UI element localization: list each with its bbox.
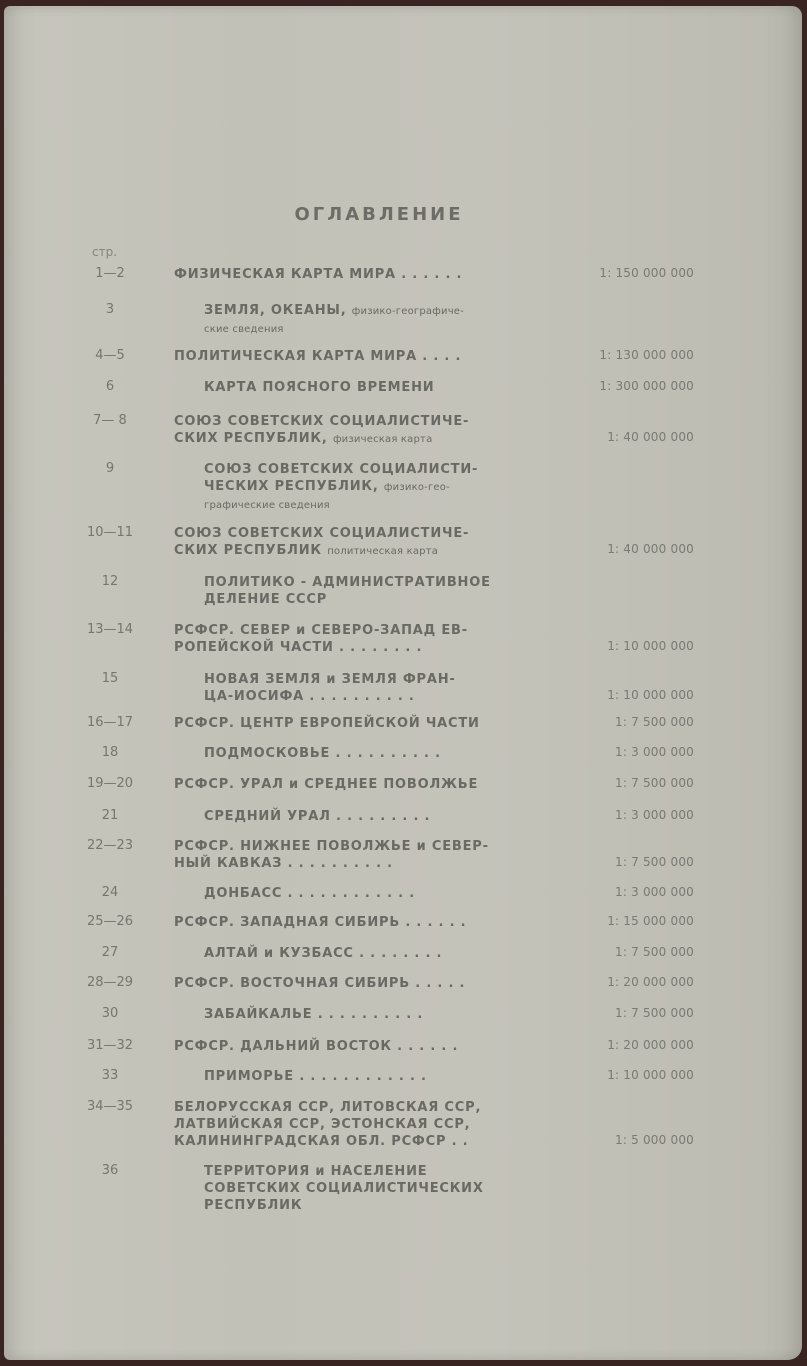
toc-map-scale: 1: 40 000 000 [607,542,694,556]
toc-entry-line: ПОЛИТИКО - АДМИНИСТРАТИВНОЕ [204,575,491,590]
toc-page-number: 7— 8 [93,413,127,428]
toc-entry-title [204,379,546,396]
toc-entry-line: СОЮЗ СОВЕТСКИХ СОЦИАЛИСТИЧЕ- [174,526,470,541]
toc-page-number: 9 [105,461,115,476]
toc-page-number: 12 [101,574,119,589]
toc-entry-title [174,413,546,448]
toc-page-number: 21 [101,808,119,823]
toc-entry-title [204,1068,546,1085]
book-page [4,6,802,1360]
toc-entry-title [204,745,546,762]
toc-entry-title [204,1163,546,1214]
toc-page-number: 34—35 [86,1099,134,1114]
page-title: ОГЛАВЛЕНИЕ [294,204,464,225]
toc-map-scale: 1: 20 000 000 [607,1038,694,1052]
toc-entry-line: СОЮЗ СОВЕТСКИХ СОЦИАЛИСТИ- [204,462,479,477]
toc-entry-line: ЦА-ИОСИФА . . . . . . . . . . [204,689,415,704]
toc-map-scale: 1: 7 500 000 [615,855,694,869]
toc-map-scale: 1: 130 000 000 [599,348,694,362]
toc-entry-title [174,975,546,992]
toc-entry-line: РСФСР. НИЖНЕЕ ПОВОЛЖЬЕ и СЕВЕР- [174,839,489,854]
toc-page-number: 13—14 [86,622,134,637]
toc-entry-line: РСФСР. ДАЛЬНИЙ ВОСТОК . . . . . . [174,1039,459,1054]
toc-entry-line: СОВЕТСКИХ СОЦИАЛИСТИЧЕСКИХ [204,1181,484,1196]
toc-entry-line: графические сведения [204,500,330,511]
toc-entry-line: НЫЙ КАВКАЗ . . . . . . . . . . [174,856,393,871]
toc-page-number: 3 [105,302,115,317]
toc-entry-line: ЧЕСКИХ РЕСПУБЛИК, физико-гео- [204,479,450,494]
toc-entry-line: ТЕРРИТОРИЯ и НАСЕЛЕНИЕ [204,1164,428,1179]
toc-entry-line: РСФСР. ВОСТОЧНАЯ СИБИРЬ . . . . . [174,976,466,991]
toc-page-number: 33 [101,1068,119,1083]
toc-entry-title [174,348,546,365]
toc-map-scale: 1: 7 500 000 [615,776,694,790]
toc-entry-title [174,715,546,732]
toc-entry-line: ДОНБАСС . . . . . . . . . . . . [204,886,415,901]
toc-page-number: 1—2 [95,266,125,281]
toc-entry-title [204,885,546,902]
toc-entry-line: КАЛИНИНГРАДСКАЯ ОБЛ. РСФСР . . [174,1134,469,1149]
toc-map-scale: 1: 7 500 000 [615,715,694,729]
toc-page-number: 27 [101,945,119,960]
toc-entry-line: ЛАТВИЙСКАЯ ССР, ЭСТОНСКАЯ ССР, [174,1117,471,1132]
toc-page-number: 36 [101,1163,119,1178]
toc-map-scale: 1: 7 500 000 [615,945,694,959]
toc-page-number: 31—32 [86,1038,134,1053]
toc-entry-line: ские сведения [204,324,284,335]
toc-map-scale: 1: 20 000 000 [607,975,694,989]
toc-page-number: 22—23 [86,838,134,853]
toc-entry-title [204,945,546,962]
toc-entry-line: ФИЗИЧЕСКАЯ КАРТА МИРА . . . . . . [174,267,463,282]
toc-entry-line: НОВАЯ ЗЕМЛЯ и ЗЕМЛЯ ФРАН- [204,672,456,687]
toc-map-scale: 1: 15 000 000 [607,914,694,928]
toc-entry-line: РСФСР. ЦЕНТР ЕВРОПЕЙСКОЙ ЧАСТИ [174,716,480,731]
toc-page-number: 15 [101,671,119,686]
toc-map-scale: 1: 3 000 000 [615,808,694,822]
toc-entry-title [174,914,546,931]
toc-entry-line: ЗЕМЛЯ, ОКЕАНЫ, физико-географиче- [204,303,464,318]
toc-entry-title [174,525,546,560]
toc-entry-line: РСФСР. СЕВЕР и СЕВЕРО-ЗАПАД ЕВ- [174,623,468,638]
toc-page-number: 24 [101,885,119,900]
toc-entry-title [174,266,546,283]
toc-map-scale: 1: 300 000 000 [599,379,694,393]
toc-entry-title [204,302,546,338]
toc-page-number: 10—11 [86,525,134,540]
toc-page-number: 16—17 [86,715,134,730]
toc-entry-title [174,776,546,793]
toc-entry-title [204,1006,546,1023]
toc-map-scale: 1: 3 000 000 [615,885,694,899]
toc-entry-title [174,1038,546,1055]
toc-entry-line: ПОЛИТИЧЕСКАЯ КАРТА МИРА . . . . [174,349,462,364]
toc-entry-line: РОПЕЙСКОЙ ЧАСТИ . . . . . . . . [174,640,423,655]
toc-entry-line: ПОДМОСКОВЬЕ . . . . . . . . . . [204,746,441,761]
toc-entry-title [174,1099,546,1150]
page-column-label: стр. [92,245,118,259]
toc-entry-line: СКИХ РЕСПУБЛИК политическая карта [174,543,439,558]
toc-entry-title [174,838,546,872]
toc-entry-title [204,461,546,514]
toc-entry-title [204,808,546,825]
toc-entry-line: РСФСР. УРАЛ и СРЕДНЕЕ ПОВОЛЖЬЕ [174,777,479,792]
toc-entry-line: ПРИМОРЬЕ . . . . . . . . . . . . [204,1069,427,1084]
toc-entry-line: ДЕЛЕНИЕ СССР [204,592,328,607]
toc-map-scale: 1: 7 500 000 [615,1006,694,1020]
toc-entry-line: БЕЛОРУССКАЯ ССР, ЛИТОВСКАЯ ССР, [174,1100,482,1115]
toc-entry-title [204,574,546,608]
toc-entry-line: РСФСР. ЗАПАДНАЯ СИБИРЬ . . . . . . [174,915,467,930]
toc-entry-title [174,622,546,656]
toc-page-number: 6 [105,379,115,394]
toc-entry-line: СКИХ РЕСПУБЛИК, физическая карта [174,431,433,446]
toc-page-number: 18 [101,745,119,760]
toc-map-scale: 1: 10 000 000 [607,688,694,702]
toc-map-scale: 1: 40 000 000 [607,430,694,444]
toc-page-number: 19—20 [86,776,134,791]
toc-entry-line: СРЕДНИЙ УРАЛ . . . . . . . . . [204,809,431,824]
toc-entry-line: СОЮЗ СОВЕТСКИХ СОЦИАЛИСТИЧЕ- [174,414,470,429]
toc-page-number: 25—26 [86,914,134,929]
toc-page-number: 28—29 [86,975,134,990]
toc-map-scale: 1: 3 000 000 [615,745,694,759]
toc-map-scale: 1: 10 000 000 [607,1068,694,1082]
toc-entry-line: КАРТА ПОЯСНОГО ВРЕМЕНИ [204,380,435,395]
toc-entry-line: РЕСПУБЛИК [204,1198,303,1213]
toc-entry-line: ЗАБАЙКАЛЬЕ . . . . . . . . . . [204,1007,424,1022]
toc-map-scale: 1: 5 000 000 [615,1133,694,1147]
toc-map-scale: 1: 150 000 000 [599,266,694,280]
toc-page-number: 4—5 [95,348,125,363]
toc-entry-title [204,671,546,705]
toc-map-scale: 1: 10 000 000 [607,639,694,653]
toc-page-number: 30 [101,1006,119,1021]
toc-entry-line: АЛТАЙ и КУЗБАСС . . . . . . . . [204,946,443,961]
